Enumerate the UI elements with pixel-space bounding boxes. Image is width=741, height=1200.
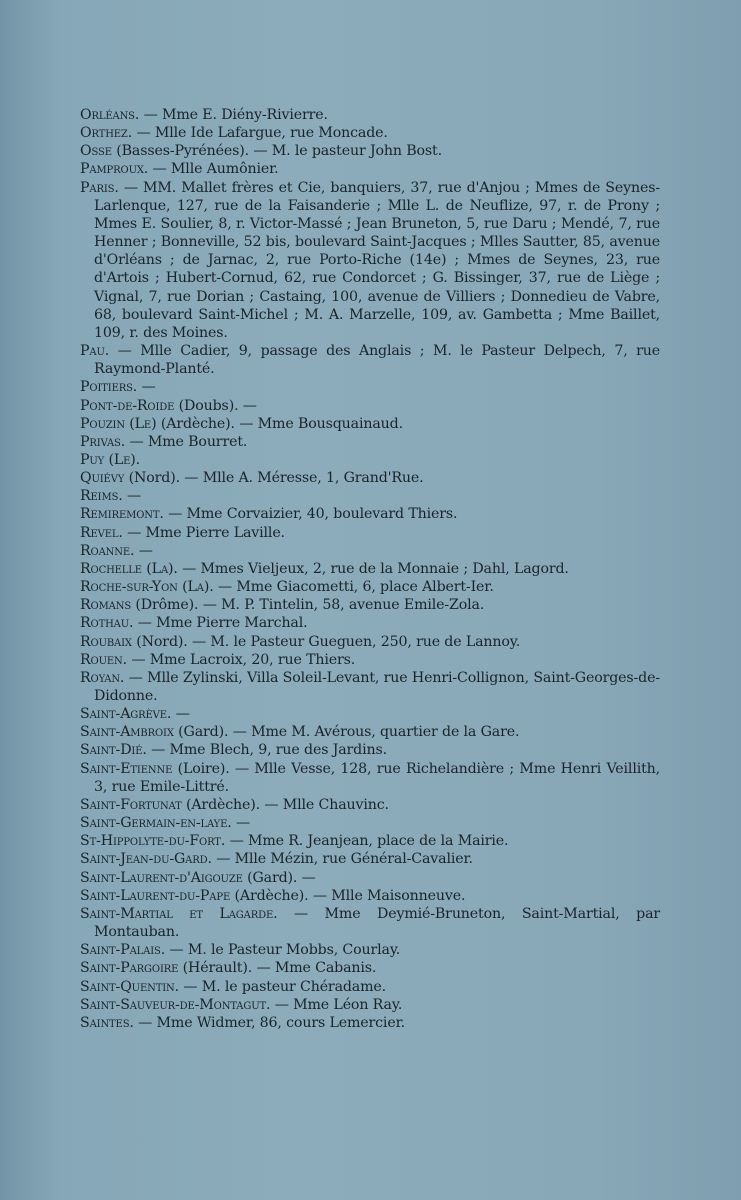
directory-entry [80,397,660,415]
entry-details: — Mme Giacometti, 6, place Albert-Ier. [213,579,494,596]
entry-details: — Mlle Cadier, 9, passage des Anglais ; M. le Pasteur Delpech, 7, rue Raymond-Planté. [94,343,660,378]
directory-entry [80,451,660,469]
place-name: St-Hippolyte-du-Fort. [80,833,226,850]
place-name: Saint-Laurent-du-Pape [80,887,231,904]
entry-details: (Ardèche). — Mme Bousquainaud. [156,415,403,432]
directory-entry [80,651,660,669]
place-name: Romans [80,597,132,614]
place-name: Saint-Quentin. [80,978,179,995]
entry-details: — Mme Pierre Marchal. [133,615,308,632]
directory-list [80,106,660,1032]
directory-entry [80,106,660,124]
place-name: Saint-Martial et Lagarde. [80,905,278,922]
entry-details: (Doubs). — [174,397,257,414]
entry-details: (Gard). — Mme M. Avérous, quartier de la Gare. [173,724,520,741]
directory-entry [80,832,660,850]
entry-details: (Basses-Pyrénées). — M. le pasteur John Bost. [111,143,442,160]
entry-details: — Mme Widmer, 86, cours Lemercier. [133,1014,405,1031]
directory-entry [80,487,660,505]
place-name: Rothau. [80,615,134,632]
directory-entry [80,760,660,796]
place-name: Roche-sur-Yon (La). [80,579,214,596]
entry-details: — Mlle Zylinski, Villa Soleil-Levant, rue Henri-Collignon, Saint-Georges-de-Didonne. [94,669,660,704]
entry-details: — Mme Lacroix, 20, rue Thiers. [126,651,356,668]
place-name: Paris. [80,179,119,196]
place-name: Pouzin (Le) [80,415,157,432]
directory-entry [80,814,660,832]
place-name: Quiévy [80,470,125,487]
directory-entry [80,124,660,142]
directory-entry [80,905,660,941]
entry-details: — MM. Mallet frères et Cie, banquiers, 37, rue d'Anjou ; Mmes de Seynes-Larlenque, 127, rue de la Faisanderie ; Mlle L. de Neuflize, 97, r. de Prony ; Mmes E. Soulier, 8, r. Victor-Massé ; Jean Bruneton, 5, rue Daru ; Mendé, 7, rue Henner ; Bonneville, 52 bis, boulevard Saint-Jacques ; Mlles Sautter, 85, avenue d'Orléans ; de Jarnac, 2, rue Porto-Riche (14e) ; Mmes de Seynes, 23, rue d'Artois ; Hubert-Cornud, 62, rue Condorcet ; G. Bissinger, 37, rue de Liège ; Vignal, 7, rue Dorian ; Castaing, 100, avenue de Villiers ; Donnedieu de Vabre, 68, boulevard Saint-Michel ; M. A. Marzelle, 109, av. Gambetta ; Mme Baillet, 109, r. des Moines. [94,179,660,341]
place-name: Saint-Etienne [80,760,173,777]
entry-details: (Hérault). — Mme Cabanis. [178,960,377,977]
entry-details: (Ardèche). — Mlle Maisonneuve. [230,887,466,904]
entry-details: — Mme R. Jeanjean, place de la Mairie. [225,833,509,850]
place-name: Roanne. [80,542,135,559]
directory-entry [80,959,660,977]
directory-entry [80,614,660,632]
entry-details: — Mlle Aumônier. [148,161,279,178]
directory-entry [80,941,660,959]
entry-details: — M. le pasteur Chéradame. [179,978,387,995]
place-name: Saint-Dié. [80,742,147,759]
entry-details: — Mme Pierre Laville. [122,524,285,541]
directory-entry [80,741,660,759]
entry-details: — Mme Deymié-Bruneton, Saint-Martial, par Montauban. [94,905,661,941]
entry-details: — [171,706,190,723]
entry-details: — [122,488,142,505]
directory-entry [80,996,660,1014]
place-name: Saint-Laurent-d'Aigouze [80,869,243,886]
entry-details: (Gard). — [242,869,316,886]
directory-entry [80,378,660,396]
entry-details: (Nord). — Mlle A. Méresse, 1, Grand'Rue. [124,470,424,487]
entry-details: (Loire). — Mlle Vesse, 128, rue Richelandière ; Mme Henri Veillith, 3, rue Emile-Littré. [94,760,660,795]
directory-entry [80,505,660,523]
place-name: Orléans. [80,107,140,123]
place-name: Pamproux. [80,161,149,178]
place-name: Saint-Ambroix [80,724,174,741]
entry-details: — [137,379,156,396]
entry-details: (Nord). — M. le Pasteur Gueguen, 250, rue de Lannoy. [131,633,521,650]
entry-details: — Mme Corvaizier, 40, boulevard Thiers. [163,506,458,523]
place-name: Puy (Le). [80,451,141,468]
entry-details: (Ardèche). — Mlle Chauvinc. [181,796,389,813]
place-name: Saint-Jean-du-Gard. [80,851,212,868]
entry-details: — Mmes Vieljeux, 2, rue de la Monnaie ; Dahl, Lagord. [177,560,569,577]
directory-entry [80,542,660,560]
place-name: Rouen. [80,651,127,668]
directory-entry [80,142,660,160]
directory-entry [80,1014,660,1032]
directory-entry [80,850,660,868]
directory-entry [80,560,660,578]
place-name: Reims. [80,488,123,505]
place-name: Roubaix [80,633,132,650]
directory-entry [80,342,660,378]
entry-details: — Mme Blech, 9, rue des Jardins. [146,742,387,759]
entry-details: — Mme E. Diény-Rivierre. [139,107,328,123]
entry-details: — Mlle Ide Lafargue, rue Moncade. [132,125,388,142]
place-name: Remiremont. [80,506,164,523]
directory-entry [80,633,660,651]
place-name: Pau. [80,343,110,360]
directory-entry [80,796,660,814]
directory-entry [80,415,660,433]
entry-details: (Drôme). — M. P. Tintelin, 58, avenue Emile-Zola. [131,597,485,614]
place-name: Pont-de-Roide [80,397,175,414]
place-name: Saint-Sauveur-de-Montagut. [80,996,271,1013]
entry-details: — [231,815,251,832]
directory-entry [80,723,660,741]
place-name: Revel. [80,524,123,541]
entry-details: — Mme Bourret. [125,433,248,450]
place-name: Saintes. [80,1014,134,1031]
place-name: Royan. [80,669,125,686]
place-name: Poitiers. [80,379,138,396]
directory-entry [80,887,660,905]
directory-entry [80,869,660,887]
directory-entry [80,433,660,451]
directory-entry [80,705,660,723]
entry-details: — M. le Pasteur Mobbs, Courlay. [165,942,401,959]
place-name: Rochelle (La). [80,560,178,577]
place-name: Orthez. [80,125,133,142]
place-name: Saint-Germain-en-laye. [80,815,232,832]
directory-entry [80,669,660,705]
place-name: Saint-Palais. [80,942,166,959]
place-name: Privas. [80,433,126,450]
directory-entry [80,179,660,342]
directory-entry [80,160,660,178]
directory-entry [80,578,660,596]
place-name: Saint-Fortunat [80,796,182,813]
directory-entry [80,469,660,487]
place-name: Osse [80,143,112,160]
directory-entry [80,524,660,542]
entry-details: — Mme Léon Ray. [270,996,403,1013]
directory-entry [80,978,660,996]
place-name: Saint-Pargoire [80,960,179,977]
entry-details: — [134,542,153,559]
directory-entry [80,596,660,614]
entry-details: — Mlle Mézin, rue Général-Cavalier. [211,851,473,868]
place-name: Saint-Agrève. [80,706,172,723]
